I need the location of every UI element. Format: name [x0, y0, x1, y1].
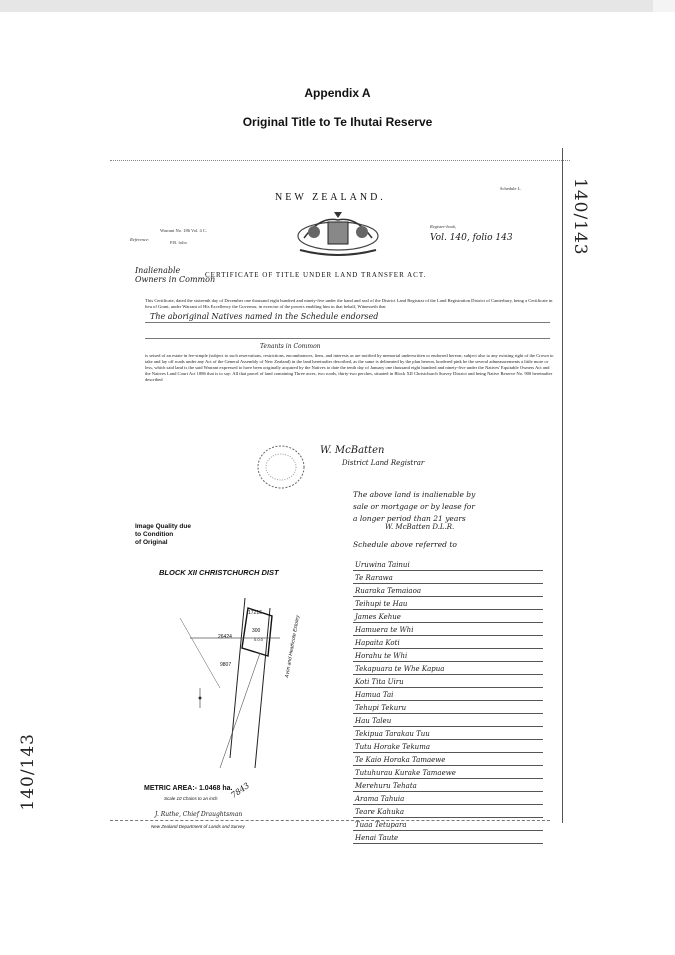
schedule-name: Te Rarawa [355, 574, 393, 582]
coat-of-arms-icon [290, 208, 386, 258]
register-book: Register-book, [430, 224, 457, 229]
schedule-name-row [353, 688, 543, 701]
schedule-name-row [353, 610, 543, 623]
schedule-name: Henai Taute [355, 834, 399, 842]
schedule-names-list [353, 558, 553, 844]
schedule-name-row [353, 714, 543, 727]
schedule-name-row [353, 727, 543, 740]
plan-label-e: 9807 [220, 662, 232, 668]
metric-area: METRIC AREA:- 1.0468 ha. [144, 785, 233, 792]
schedule-name-row [353, 818, 543, 831]
annotation-owners: Owners in Common [135, 275, 216, 284]
note-signature: W. McBatten D.L.R. [385, 523, 455, 531]
surveyor-signature: J. Ruthe, Chief Draughtsman [155, 811, 243, 818]
margin-number-left: 140/143 [18, 733, 38, 811]
schedule-name-row [353, 636, 543, 649]
image-quality-line: of Original [135, 539, 168, 546]
schedule-name: Tutu Horake Tekuma [355, 743, 431, 751]
schedule-name: James Kehue [355, 613, 401, 621]
image-quality-note [135, 523, 255, 547]
form-number: Schedule L. [500, 186, 522, 191]
schedule-name: Tutuhurau Kurake Tamaewe [355, 769, 456, 777]
page-title: Appendix A [304, 86, 371, 100]
scan-edge-right [562, 148, 563, 823]
schedule-name-row [353, 701, 543, 714]
certificate-paragraph-2: is seised of an estate in fee-simple (subject to such reservations, restrictions, encumbrances, liens, and interests as are notified by memorial underwritten or endorsed hereon; subject also to any existing right of the Crown to take and lay off roads under any Act of the General Assembly of New Zealand) in the land hereinafter described, as the same is delineated by the plan hereon, bordered pink be the several admeasurements a little more or less, which said land is the said Warrant expressed to have been originally acquired by the Natives to date the tenth day of January one thousand eight hundred and ninety-five under the Natives' Equitable Owners Act and the Natives Land Court Act 1886 that is to say: All that parcel of land containing Three acres, two roods, thirty-two perches, situated in Block XII Christchurch Survey District and being Native Reserve No. 900 hereinafter described [145, 353, 554, 382]
plan-label-d: 0.0.0 [254, 637, 263, 642]
block-title: BLOCK XII CHRISTCHURCH DIST [159, 568, 279, 577]
schedule-name-row [353, 740, 543, 753]
schedule-name: Hau Taleu [355, 717, 392, 725]
volume-folio: Vol. 140, folio 143 [430, 233, 513, 243]
certificate-paragraph-1: This Certificate, dated the sixteenth day of December one thousand eight hundred and ninety-five under the hand and seal of the District Land Registrar of the Land Registration District of Canterbury, being a Certificate in lieu of Grant, under Warrant of His Excellency the Governor, in exercise of the powers enabling him in that behalf, Witnesseth that [145, 298, 553, 309]
margin-number-top: 140/143 [570, 178, 590, 256]
certificate-heading: CERTIFICATE OF TITLE UNDER LAND TRANSFER ACT. [205, 271, 427, 279]
official-seal-icon [256, 444, 306, 490]
handwritten-owners-line: The aboriginal Natives named in the Schedule endorsed [150, 312, 379, 321]
schedule-name: Horahu te Whi [355, 652, 408, 660]
schedule-name-row [353, 766, 543, 779]
registrar-title: District Land Registrar [342, 459, 425, 467]
schedule-name-row [353, 805, 543, 818]
schedule-name-row [353, 571, 543, 584]
annotation-inalienable: Inalienable [135, 266, 181, 275]
schedule-name-row [353, 662, 543, 675]
schedule-name: Tekipua Tarakau Tuu [355, 730, 430, 738]
schedule-name-row [353, 558, 543, 571]
schedule-name: Tekapuara te Whe Kapua [355, 665, 445, 673]
pd-folio: P.B. folio [170, 240, 187, 245]
schedule-name-row [353, 792, 543, 805]
schedule-name: Merehuru Tehata [355, 782, 417, 790]
schedule-name: Te Kaio Horaka Tamaewe [355, 756, 446, 764]
schedule-name: Ruaraka Temaiaoa [355, 587, 421, 595]
note-line-1: The above land is inalienable by [353, 490, 476, 499]
survey-plan-diagram [160, 578, 335, 778]
schedule-name: Hapaita Koti [355, 639, 400, 647]
scanned-certificate [18, 148, 590, 842]
top-gray-bar [0, 0, 675, 12]
scan-border-top [110, 160, 570, 161]
schedule-name-row [353, 779, 543, 792]
schedule-name: Arama Tahuia [355, 795, 405, 803]
schedule-name-row [353, 831, 543, 844]
image-quality-line: to Condition [135, 531, 174, 538]
reference-label: Reference: [130, 237, 150, 242]
registrar-signature: W. McBatten [320, 445, 385, 456]
handwritten-tenants: Tenants in Common [260, 343, 321, 350]
plan-scale: Scale 10 Chains to an inch [164, 796, 218, 801]
schedule-name-row [353, 649, 543, 662]
schedule-name: Uruwina Tainui [355, 561, 410, 569]
rule [145, 322, 550, 323]
plan-road-label: Avon and Heathcote Estuary [284, 614, 302, 679]
note-line-2: sale or mortgage or by lease for [353, 502, 475, 511]
plan-label-b: 26424 [218, 634, 232, 640]
plan-label-a: 17216 [248, 610, 262, 616]
top-gray-bar-end [653, 0, 675, 12]
bottom-reference: 7843 [229, 780, 252, 801]
schedule-name-row [353, 753, 543, 766]
schedule-name-row [353, 597, 543, 610]
schedule-name: Teare Kahuka [355, 808, 404, 816]
schedule-name: Hamua Tai [355, 691, 394, 699]
schedule-heading: Schedule above referred to [353, 540, 457, 549]
schedule-name: Teihupi te Hau [355, 600, 408, 608]
schedule-name-row [353, 623, 543, 636]
schedule-name: Tuaa Tetupara [355, 821, 407, 829]
page-subtitle: Original Title to Te Ihutai Reserve [242, 115, 433, 129]
note-line-3: a longer period than 21 years [353, 514, 466, 523]
warrant-number: Warrant No. 186 Vol. 4 C. [160, 228, 207, 233]
schedule-name: Hamuera te Whi [355, 626, 414, 634]
image-quality-line: Image Quality due [135, 523, 191, 530]
schedule-name: Koti Tita Uiru [355, 678, 404, 686]
rule [145, 338, 550, 339]
plan-label-c: 300 [252, 628, 261, 634]
country-heading: NEW ZEALAND. [275, 192, 386, 203]
schedule-name: Tehupi Tekuru [355, 704, 407, 712]
schedule-name-row [353, 675, 543, 688]
department-label: New Zealand Department of Lands and Survey [151, 824, 245, 829]
schedule-name-row [353, 584, 543, 597]
